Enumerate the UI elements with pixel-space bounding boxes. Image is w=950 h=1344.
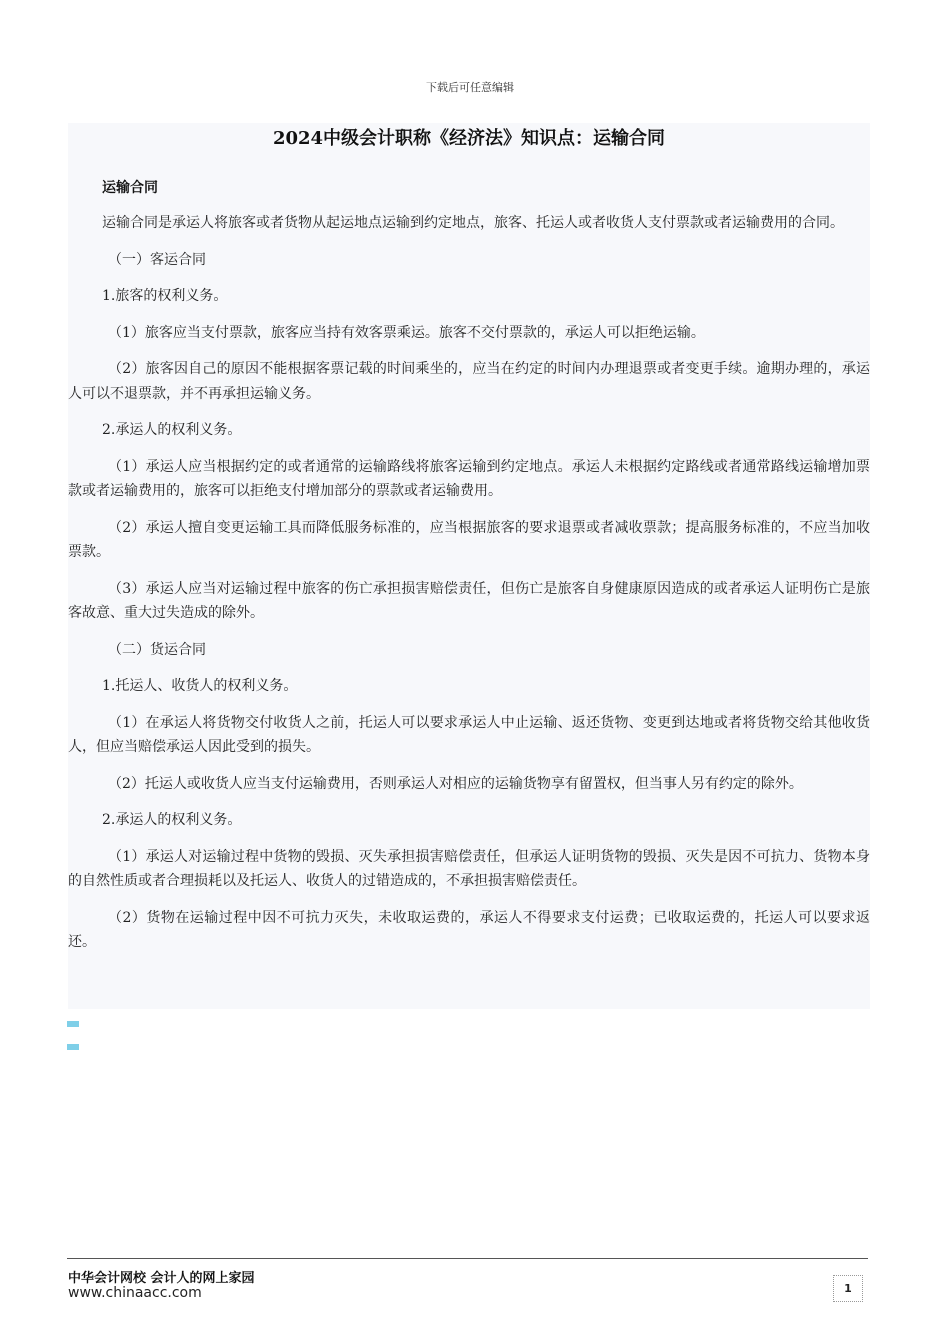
download-note: 下载后可任意编辑 (426, 81, 514, 94)
page-number: 1 (833, 1275, 863, 1302)
article-body (68, 123, 870, 1009)
paragraph: （1）承运人对运输过程中货物的毁损、灭失承担损害赔偿责任，但承运人证明货物的毁损、灭失是因不可抗力、货物本身的自然性质或者合理损耗以及托运人、收货人的过错造成的，不承担损害赔偿责任。 (68, 848, 870, 889)
footer-divider (67, 1258, 868, 1259)
decorative-marks (67, 1021, 79, 1067)
paragraph: （1）旅客应当支付票款，旅客应当持有效客票乘运。旅客不交付票款的，承运人可以拒绝运输。 (108, 324, 705, 341)
paragraph: 1.旅客的权利义务。 (102, 288, 228, 304)
paragraph: （1）在承运人将货物交付收货人之前，托运人可以要求承运人中止运输、返还货物、变更到达地或者将货物交给其他收货人，但应当赔偿承运人因此受到的损失。 (68, 714, 870, 755)
decor-bar (67, 1044, 79, 1050)
paragraph: （二）货运合同 (108, 641, 206, 658)
paragraph-list (68, 211, 870, 955)
paragraph: （2）承运人擅自变更运输工具而降低服务标准的，应当根据旅客的要求退票或者减收票款；提高服务标准的，不应当加收票款。 (68, 519, 870, 560)
paragraph: 2.承运人的权利义务。 (102, 422, 242, 438)
paragraph: 运输合同是承运人将旅客或者货物从起运地点运输到约定地点，旅客、托运人或者收货人支付票款或者运输费用的合同。 (102, 215, 844, 231)
article-title: 2024中级会计职称《经济法》知识点：运输合同 (272, 128, 666, 149)
section-heading: 运输合同 (102, 180, 158, 196)
paragraph: （3）承运人应当对运输过程中旅客的伤亡承担损害赔偿责任，但伤亡是旅客自身健康原因造成的或者承运人证明伤亡是旅客故意、重大过失造成的除外。 (68, 580, 870, 621)
footer-brand: 中华会计网校 会计人的网上家园 (68, 1271, 255, 1286)
paragraph: （2）旅客因自己的原因不能根据客票记载的时间乘坐的，应当在约定的时间内办理退票或者变更手续。逾期办理的，承运人可以不退票款，并不再承担运输义务。 (68, 361, 870, 402)
paragraph: （2）货物在运输过程中因不可抗力灭失，未收取运费的，承运人不得要求支付运费；已收取运费的，托运人可以要求返还。 (68, 909, 870, 950)
paragraph: 2.承运人的权利义务。 (102, 812, 242, 828)
footer-url-link[interactable]: www.chinaacc.com (68, 1285, 202, 1301)
decor-bar (67, 1021, 79, 1027)
paragraph: （一）客运合同 (108, 251, 206, 268)
paragraph: 1.托运人、收货人的权利义务。 (102, 678, 298, 694)
paragraph: （1）承运人应当根据约定的或者通常的运输路线将旅客运输到约定地点。承运人未根据约定路线或者通常路线运输增加票款或者运输费用的，旅客可以拒绝支付增加部分的票款或者运输费用。 (68, 458, 870, 499)
paragraph: （2）托运人或收货人应当支付运输费用，否则承运人对相应的运输货物享有留置权，但当事人另有约定的除外。 (108, 775, 803, 792)
